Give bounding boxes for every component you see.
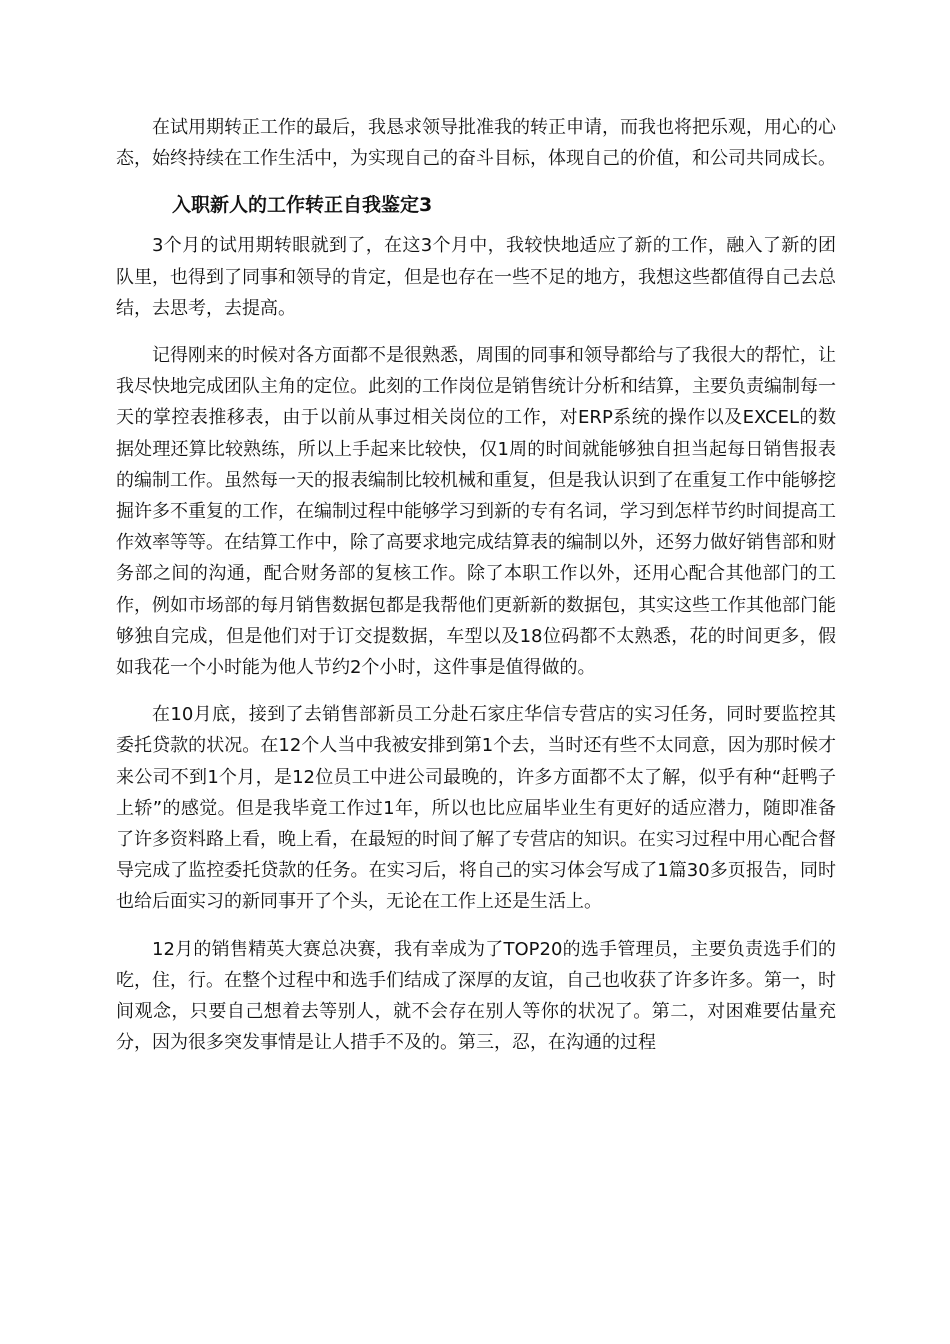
section-heading: 入职新人的工作转正自我鉴定3 [172,194,433,217]
paragraph-internship: 在10月底，接到了去销售部新员工分赴石家庄华信专营店的实习任务，同时要监控其委托贷款的状况。在12个人当中我被安排到第1个去，当时还有些不太同意，因为那时候才来公司不到1个月，是12位员工中进公司最晚的，许多方面都不太了解，似乎有种“赶鸭子上轿”的感觉。但是我毕竟工作过1年，所以也比应届毕业生有更好的适应潜力，随即准备了许多资料路上看，晚上看，在最短的时间了解了专营店的知识。在实习过程中用心配合督导完成了监控委托贷款的任务。在实习后，将自己的实习体会写成了1篇30多页报告，同时也给后面实习的新同事开了个头，无论在工作上还是生活上。 [116,704,836,913]
paragraph-work-duties: 记得刚来的时候对各方面都不是很熟悉，周围的同事和领导都给与了我很大的帮忙，让我尽快地完成团队主角的定位。此刻的工作岗位是销售统计分析和结算，主要负责编制每一天的掌控表推移表，由于以前从事过相关岗位的工作，对ERP系统的操作以及EXCEL的数据处理还算比较熟练，所以上手起来比较快，仅1周的时间就能够独自担当起每日销售报表的编制工作。虽然每一天的报表编制比较机械和重复，但是我认识到了在重复工作中能够挖掘许多不重复的工作，在编制过程中能够学习到新的专有名词，学习到怎样节约时间提高工作效率等等。在结算工作中，除了高要求地完成结算表的编制以外，还努力做好销售部和财务部之间的沟通，配合财务部的复核工作。除了本职工作以外，还用心配合其他部门的工作，例如市场部的每月销售数据包都是我帮他们更新新的数据包，其实这些工作其他部门能够独自完成，但是他们对于订交提数据，车型以及18位码都不太熟悉，花的时间更多，假如我花一个小时能为他人节约2个小时，这件事是值得做的。 [116,345,836,679]
paragraph-closing-request: 在试用期转正工作的最后，我恳求领导批准我的转正申请，而我也将把乐观，用心的心态，始终持续在工作生活中，为实现自己的奋斗目标，体现自己的价值，和公司共同成长。 [116,117,836,170]
document-body [116,112,836,1074]
paragraph-intro: 3个月的试用期转眼就到了，在这3个月中，我较快地适应了新的工作，融入了新的团队里，也得到了同事和领导的肯定，但是也存在一些不足的地方，我想这些都值得自己去总结，去思考，去提高。 [116,235,836,319]
paragraph-sales-contest: 12月的销售精英大赛总决赛，我有幸成为了TOP20的选手管理员，主要负责选手们的吃，住，行。在整个过程中和选手们结成了深厚的友谊，自己也收获了许多许多。第一，时间观念，只要自己想着去等别人，就不会存在别人等你的状况了。第二，对困难要估量充分，因为很多突发事情是让人措手不及的。第三，忍，在沟通的过程 [116,938,836,1054]
